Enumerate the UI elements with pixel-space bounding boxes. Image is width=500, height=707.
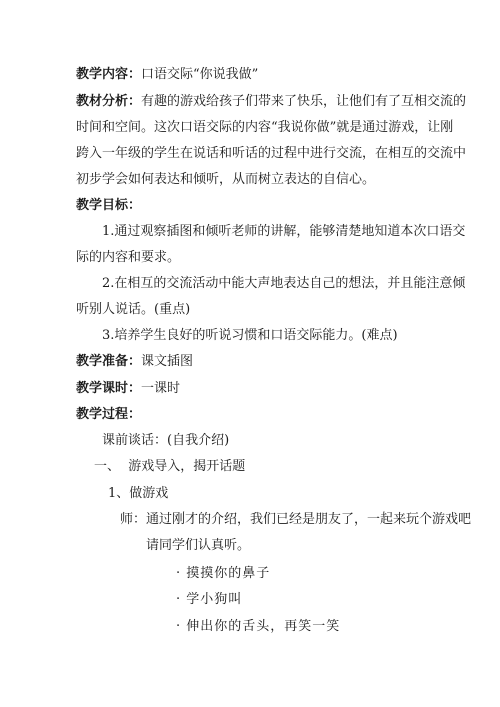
content-text: 口语交际“你说我做”	[141, 67, 259, 82]
prep-label: 教学准备：	[76, 354, 142, 369]
analysis-line-1	[76, 94, 466, 110]
analysis-text-1: 有趣的游戏给孩子们带来了快乐，让他们有了互相交流的	[141, 94, 467, 109]
process-intro: 课前谈话：(自我介绍)	[102, 433, 230, 448]
rhyme-item: · 摸摸你的鼻子	[176, 566, 271, 581]
analysis-line-3: 跨入一年级的学生在说话和听话的过程中进行交流，在相互的交流中	[76, 146, 467, 161]
prep-line	[76, 354, 193, 370]
goal-3: 3.培养学生良好的听说习惯和口语交际能力。(难点)	[102, 328, 398, 343]
goal-2-line-1: 2.在相互的交流活动中能大声地表达自己的想法，并且能注意倾	[102, 276, 466, 291]
analysis-label: 教材分析：	[76, 94, 142, 109]
teacher-line-2: 请同学们认真听。	[146, 538, 251, 553]
goal-1-line-2: 际的内容和要求。	[76, 250, 181, 265]
content-line	[76, 67, 258, 83]
process-section-1: 一、 游戏导入，揭开话题	[94, 459, 246, 474]
process-step-1: 1、做游戏	[108, 486, 169, 501]
goal-1-line-1: 1.通过观察插图和倾听老师的讲解，能够清楚地知道本次口语交	[102, 224, 466, 239]
hours-label: 教学课时：	[76, 381, 142, 396]
process-label: 教学过程：	[76, 407, 142, 422]
rhyme-item: · 学小狗叫	[176, 592, 243, 607]
goals-label: 教学目标：	[76, 198, 142, 213]
analysis-line-2: 时间和空间。这次口语交际的内容“我说你做”就是通过游戏，让刚	[76, 120, 454, 135]
analysis-line-4: 初步学会如何表达和倾听，从而树立表达的自信心。	[76, 172, 376, 187]
goal-2-line-2: 听别人说话。(重点)	[76, 302, 191, 317]
teacher-line-1: 师：通过刚才的介绍，我们已经是朋友了，一起来玩个游戏吧	[120, 512, 472, 527]
hours-text: 一课时	[141, 381, 181, 396]
prep-text: 课文插图	[141, 354, 194, 369]
content-label: 教学内容：	[76, 67, 142, 82]
hours-line	[76, 381, 180, 397]
rhyme-item: · 伸出你的舌头，再笑一笑	[176, 619, 341, 634]
